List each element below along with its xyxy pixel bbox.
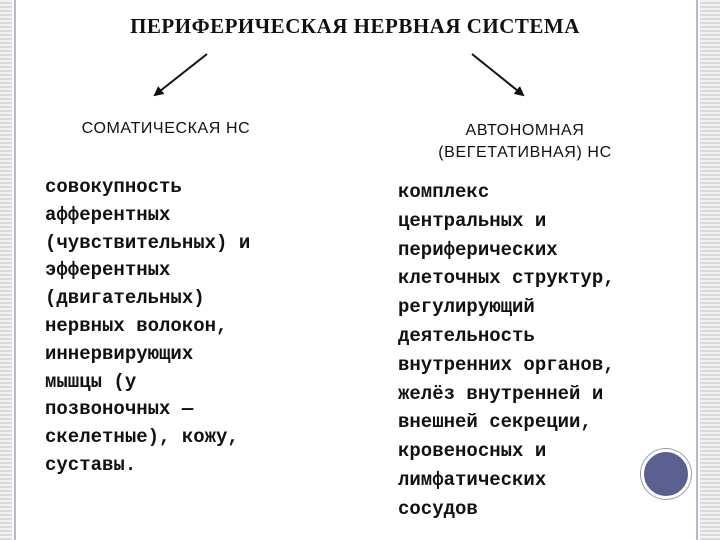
arrow-to-autonomic xyxy=(472,54,523,95)
decorative-circle xyxy=(641,449,691,499)
diagram-title: ПЕРИФЕРИЧЕСКАЯ НЕРВНАЯ СИСТЕМА xyxy=(130,14,580,38)
somatic-definition: совокупность афферентных (чувствительных) и эфферентных (двигательных) нервных волокон, иннервирующих мышцы (у позвоночных — скелетные), кожу, суставы. xyxy=(45,176,251,476)
autonomic-definition: комплекс центральных и периферических клеточных структур, регулирующий деятельность внутренних органов, желёз внутренней и внешней секреции, кровеносных и лимфатических сосудов xyxy=(398,181,615,520)
arrow-to-somatic xyxy=(155,54,207,95)
branch-arrows xyxy=(0,0,720,120)
somatic-heading: СОМАТИЧЕСКАЯ НС xyxy=(81,120,251,137)
autonomic-heading: АВТОНОМНАЯ (ВЕГЕТАТИВНАЯ) НС xyxy=(438,122,612,161)
